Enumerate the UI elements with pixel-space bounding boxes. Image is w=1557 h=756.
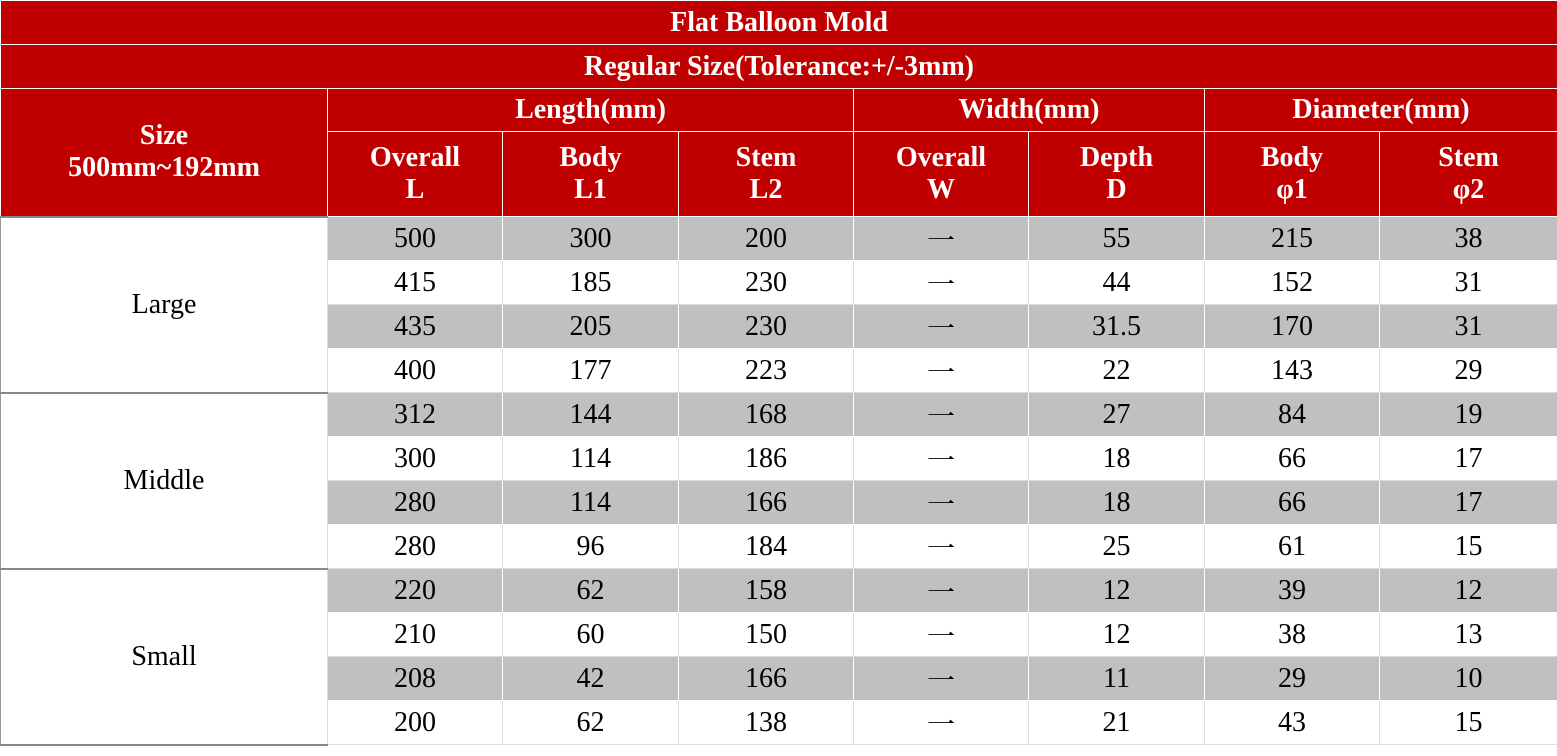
table-cell: 230 (679, 305, 854, 349)
column-header-line1: Depth (1079, 142, 1154, 173)
table-cell: 一 (854, 393, 1029, 437)
size-label-middle: Middle (1, 393, 328, 569)
table-cell: 166 (679, 657, 854, 701)
table-cell: 31 (1380, 305, 1557, 349)
table-cell: 150 (679, 613, 854, 657)
table-cell: 144 (503, 393, 679, 437)
table-cell: 312 (328, 393, 503, 437)
table-cell: 60 (503, 613, 679, 657)
column-header-stem-l2 (679, 132, 854, 217)
table-cell: 55 (1029, 217, 1205, 261)
table-cell: 29 (1380, 349, 1557, 393)
table-cell: 一 (854, 613, 1029, 657)
column-header-line1: Stem (735, 142, 797, 173)
table-cell: 一 (854, 217, 1029, 261)
table-cell: 15 (1380, 701, 1557, 745)
table-cell: 一 (854, 349, 1029, 393)
table-cell: 11 (1029, 657, 1205, 701)
table-cell: 一 (854, 437, 1029, 481)
table-cell: 143 (1205, 349, 1380, 393)
table-cell: 200 (328, 701, 503, 745)
table-cell: 18 (1029, 481, 1205, 525)
group-header-width: Width(mm) (854, 89, 1205, 132)
table-cell: 114 (503, 437, 679, 481)
table-row (1, 393, 1557, 437)
table-cell: 25 (1029, 525, 1205, 569)
table-cell: 215 (1205, 217, 1380, 261)
table-cell: 一 (854, 305, 1029, 349)
column-header-line2: φ1 (1276, 174, 1308, 205)
table-cell: 22 (1029, 349, 1205, 393)
table-cell: 415 (328, 261, 503, 305)
table-row (1, 217, 1557, 261)
table-cell: 一 (854, 525, 1029, 569)
table-cell: 280 (328, 525, 503, 569)
table-cell: 15 (1380, 525, 1557, 569)
table-cell: 39 (1205, 569, 1380, 613)
table-cell: 220 (328, 569, 503, 613)
table-cell: 38 (1205, 613, 1380, 657)
table-cell: 400 (328, 349, 503, 393)
column-header-stem-phi2 (1380, 132, 1557, 217)
column-header-line2: φ2 (1452, 174, 1485, 205)
table-cell: 12 (1029, 569, 1205, 613)
table-cell: 170 (1205, 305, 1380, 349)
table-cell: 19 (1380, 393, 1557, 437)
table-cell: 166 (679, 481, 854, 525)
table-cell: 29 (1205, 657, 1380, 701)
table-title: Flat Balloon Mold (1, 1, 1557, 45)
table-cell: 500 (328, 217, 503, 261)
table-cell: 21 (1029, 701, 1205, 745)
size-header-line1: Size (139, 120, 189, 152)
table-cell: 84 (1205, 393, 1380, 437)
column-header-line1: Overall (369, 142, 461, 173)
table-cell: 62 (503, 701, 679, 745)
table-subtitle: Regular Size(Tolerance:+/-3mm) (1, 45, 1557, 89)
size-label-large: Large (1, 217, 328, 393)
table-cell: 一 (854, 657, 1029, 701)
column-header-line1: Body (1260, 142, 1324, 173)
table-cell: 一 (854, 569, 1029, 613)
table-cell: 44 (1029, 261, 1205, 305)
table-cell: 27 (1029, 393, 1205, 437)
table-cell: 一 (854, 481, 1029, 525)
table-cell: 114 (503, 481, 679, 525)
column-header-line2: L (405, 174, 425, 205)
column-header-body-phi1 (1205, 132, 1380, 217)
table-cell: 177 (503, 349, 679, 393)
table-cell: 205 (503, 305, 679, 349)
group-header-length: Length(mm) (328, 89, 854, 132)
table-cell: 66 (1205, 437, 1380, 481)
group-header-diameter: Diameter(mm) (1205, 89, 1557, 132)
table-cell: 210 (328, 613, 503, 657)
table-cell: 61 (1205, 525, 1380, 569)
table-cell: 152 (1205, 261, 1380, 305)
table-cell: 10 (1380, 657, 1557, 701)
table-cell: 43 (1205, 701, 1380, 745)
column-header-line2: D (1106, 174, 1127, 205)
size-header (1, 89, 328, 217)
table-cell: 158 (679, 569, 854, 613)
table-cell: 280 (328, 481, 503, 525)
table-cell: 185 (503, 261, 679, 305)
table-cell: 138 (679, 701, 854, 745)
table-row (1, 569, 1557, 613)
table-cell: 66 (1205, 481, 1380, 525)
column-header-line2: W (927, 174, 955, 205)
table-cell: 一 (854, 261, 1029, 305)
column-header-body-l1 (503, 132, 679, 217)
table-cell: 42 (503, 657, 679, 701)
table-cell: 435 (328, 305, 503, 349)
table-cell: 300 (503, 217, 679, 261)
table-cell: 184 (679, 525, 854, 569)
column-header-line1: Overall (895, 142, 987, 173)
table-cell: 38 (1380, 217, 1557, 261)
table-cell: 12 (1380, 569, 1557, 613)
table-cell: 18 (1029, 437, 1205, 481)
table-cell: 31.5 (1029, 305, 1205, 349)
column-header-overall-l (328, 132, 503, 217)
table-cell: 300 (328, 437, 503, 481)
table-cell: 62 (503, 569, 679, 613)
table-cell: 200 (679, 217, 854, 261)
table-cell: 223 (679, 349, 854, 393)
column-header-depth-d (1029, 132, 1205, 217)
table-cell: 一 (854, 701, 1029, 745)
column-header-line1: Body (559, 142, 622, 173)
table-cell: 17 (1380, 437, 1557, 481)
table-cell: 186 (679, 437, 854, 481)
size-header-line2: 500mm~192mm (68, 152, 260, 184)
table-cell: 12 (1029, 613, 1205, 657)
column-header-overall-w (854, 132, 1029, 217)
table-cell: 230 (679, 261, 854, 305)
table-cell: 168 (679, 393, 854, 437)
table-cell: 31 (1380, 261, 1557, 305)
size-label-small: Small (1, 569, 328, 745)
column-header-line1: Stem (1438, 142, 1499, 173)
table-cell: 96 (503, 525, 679, 569)
table-cell: 208 (328, 657, 503, 701)
column-header-line2: L2 (749, 174, 783, 205)
table-cell: 17 (1380, 481, 1557, 525)
table-cell: 13 (1380, 613, 1557, 657)
column-header-line2: L1 (574, 174, 607, 205)
